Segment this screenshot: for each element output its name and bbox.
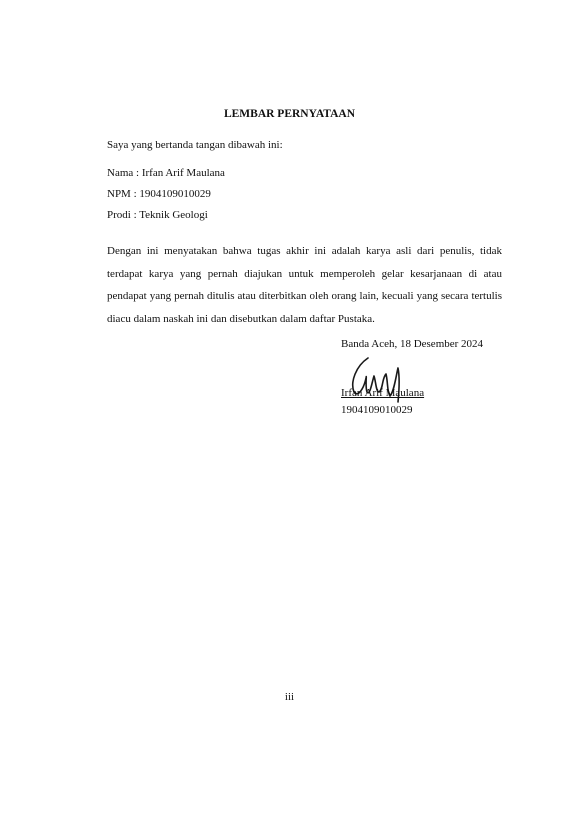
place-date: Banda Aceh, 18 Desember 2024 — [341, 338, 484, 350]
intro-text: Saya yang bertanda tangan dibawah ini: — [107, 139, 283, 151]
field-npm: NPM : 1904109010029 — [107, 188, 211, 200]
document-title: LEMBAR PERNYATAAN — [223, 108, 356, 120]
statement-paragraph: Dengan ini menyatakan bahwa tugas akhir ini adalah karya asli dari penulis, tidak terdapat karya yang pernah diajukan untuk memperoleh gelar kesarjanaan di atau pendapat yang pernah ditulis atau diterbitkan oleh orang lain, kecuali yang secara tertulis diacu dalam naskah ini dan disebutkan dalam daftar Pustaka. — [107, 245, 502, 325]
field-label: NPM — [107, 188, 131, 200]
page-number: iii — [284, 691, 295, 703]
field-value: Teknik Geologi — [139, 209, 208, 221]
field-label: Nama — [107, 167, 134, 179]
field-value: 1904109010029 — [139, 188, 211, 200]
field-nama: Nama : Irfan Arif Maulana — [107, 167, 225, 179]
field-prodi: Prodi : Teknik Geologi — [107, 209, 208, 221]
field-value: Irfan Arif Maulana — [141, 167, 225, 179]
field-label: Prodi — [107, 209, 131, 221]
signer-name: Irfan Arif Maulana — [341, 387, 425, 399]
signer-npm: 1904109010029 — [341, 404, 413, 416]
